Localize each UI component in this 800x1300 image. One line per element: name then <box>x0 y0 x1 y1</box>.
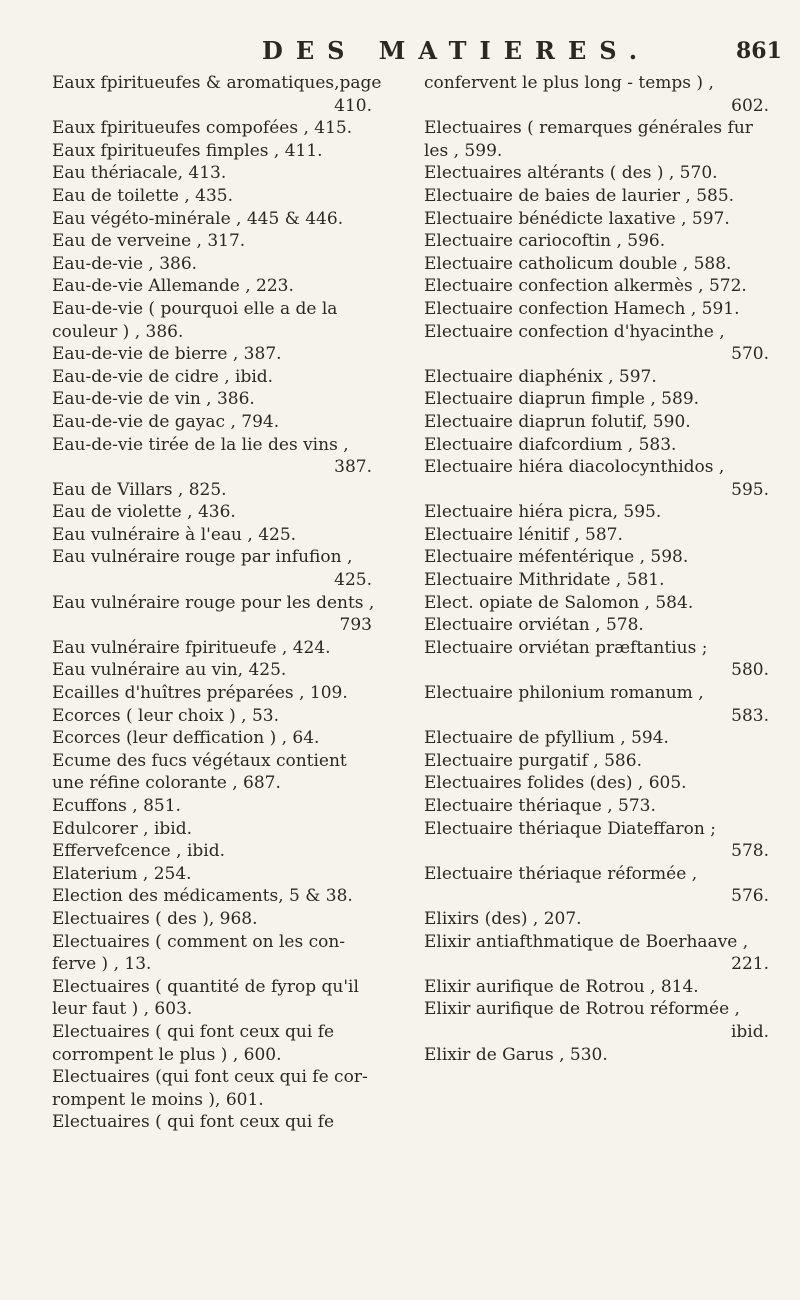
index-entry-line: Ecume des fucs végétaux contient <box>52 750 347 771</box>
index-column-left <box>52 72 382 1134</box>
index-entry-line: couleur ) , 386. <box>52 321 184 342</box>
index-entry-line: Electuaire hiéra picra, 595. <box>424 502 662 523</box>
index-entry-line: Electuaire Mithridate , 581. <box>424 570 665 591</box>
index-entry-line: Electuaire méfentérique , 598. <box>424 547 689 568</box>
index-entry-line: 595. <box>731 479 769 500</box>
index-entry-line: Effervefcence , ibid. <box>52 841 225 862</box>
index-entry-line: Electuaires ( qui font ceux qui fe <box>52 1112 335 1133</box>
index-entry-line: Eau de verveine , 317. <box>52 231 246 252</box>
index-entry-line: Electuaire diaprun folutif, 590. <box>424 411 691 432</box>
index-entry-line: Electuaire philonium romanum , <box>424 683 704 704</box>
index-entry-line: Elixirs (des) , 207. <box>424 908 582 929</box>
index-entry-line: Eau-de-vie de cidre , ibid. <box>52 366 274 387</box>
index-entry-line: Eaux fpiritueufes & aromatiques,page <box>52 73 382 93</box>
index-entry-line: Electuaire orviétan præftantius ; <box>424 637 708 658</box>
index-entry-line: les , 599. <box>424 140 503 161</box>
index-entry-line: leur faut ) , 603. <box>52 999 193 1020</box>
index-entry-line: Electuaires ( comment on les con- <box>52 931 346 952</box>
index-entry-line: Eau végéto-minérale , 445 & 446. <box>52 208 344 229</box>
index-entry-line: Electuaire confection alkermès , 572. <box>424 276 747 297</box>
index-entry-line: Ecorces ( leur choix ) , 53. <box>52 705 280 726</box>
index-entry-line: Electuaire hiéra diacolocynthidos , <box>424 457 725 478</box>
index-entry-line: 578. <box>731 841 769 862</box>
index-entry-line: une réfine colorante , 687. <box>52 773 281 794</box>
index-entry-line: Eau de Villars , 825. <box>52 479 227 500</box>
index-entry-line: Eau-de-vie ( pourquoi elle a de la <box>52 298 338 319</box>
index-entry-line: Election des médicaments, 5 & 38. <box>52 886 353 907</box>
index-entry-line: 583. <box>731 705 769 726</box>
index-entry-line: Ecorces (leur deffication ) , 64. <box>52 728 320 749</box>
index-entry-line: 793 <box>339 615 372 636</box>
index-entry-line: Elixir antiafthmatique de Boerhaave , <box>424 931 749 952</box>
index-entry-line: 602. <box>731 95 769 116</box>
index-entry-line: Elixir aurifique de Rotrou , 814. <box>424 976 699 997</box>
index-entry-line: Electuaire purgatif , 586. <box>424 750 642 771</box>
index-entry-line: Electuaire de baies de laurier , 585. <box>424 185 735 206</box>
index-entry-line: Electuaire thériaque réformée , <box>424 863 698 884</box>
index-entry-line: Electuaire thériaque Diateffaron ; <box>424 818 716 839</box>
index-entry-line: Electuaire diafcordium , 583. <box>424 434 677 455</box>
index-entry-line: Electuaire bénédicte laxative , 597. <box>424 208 730 229</box>
index-entry-line: 387. <box>334 457 372 478</box>
index-entry-line: Eau vulnéraire fpiritueufe , 424. <box>52 637 331 658</box>
index-entry-line: Electuaires altérants ( des ) , 570. <box>424 163 718 184</box>
index-entry-line: Eau-de-vie , 386. <box>52 253 198 274</box>
index-entry-line: Electuaires ( remarques générales fur <box>424 118 753 139</box>
index-entry-line: Electuaire diaprun fimple , 589. <box>424 389 700 410</box>
page-number: 861 <box>736 38 782 64</box>
index-column-right <box>424 72 769 1066</box>
index-entry-line: Eau vulnéraire rouge par infufion , <box>52 547 353 568</box>
index-entry-line: Electuaire confection Hamech , 591. <box>424 298 740 319</box>
index-entry-line: 425. <box>334 570 372 591</box>
index-entry-line: Eau-de-vie de gayac , 794. <box>52 411 280 432</box>
index-entry-line: Edulcorer , ibid. <box>52 818 193 839</box>
index-entry-line: Electuaires ( quantité de fyrop qu'il <box>52 976 359 997</box>
index-entry-line: ferve ) , 13. <box>52 954 152 975</box>
index-entry-line: rompent le moins ), 601. <box>52 1089 264 1110</box>
index-entry-line: Electuaire thériaque , 573. <box>424 796 656 816</box>
index-entry-line: 580. <box>731 660 769 681</box>
index-entry-line: Electuaire cariocoftin , 596. <box>424 231 666 252</box>
index-entry-line: Electuaire orviétan , 578. <box>424 615 644 636</box>
index-entry-line: Eau de violette , 436. <box>52 502 236 523</box>
index-entry-line: Eau vulnéraire à l'eau , 425. <box>52 524 297 545</box>
index-entry-line: Ecuffons , 851. <box>52 796 181 816</box>
index-entry-line: Ecailles d'huîtres préparées , 109. <box>52 683 348 704</box>
index-entry-line: Electuaire de pfyllium , 594. <box>424 728 669 749</box>
running-header <box>0 36 800 66</box>
index-entry-line: Electuaire lénitif , 587. <box>424 524 623 545</box>
index-entry-line: Elixir de Garus , 530. <box>424 1044 608 1065</box>
index-entry-line: 570. <box>731 344 769 365</box>
index-entry-line: 221. <box>731 954 769 975</box>
index-entry-line: Eau-de-vie de vin , 386. <box>52 389 255 410</box>
index-entry-line: confervent le plus long - temps ) , <box>424 73 714 93</box>
index-entry-line: 576. <box>731 886 769 907</box>
index-entry-line: Electuaire confection d'hyacinthe , <box>424 321 725 342</box>
index-entry-line: Electuaires folides (des) , 605. <box>424 773 687 794</box>
index-entry-line: Eau de toilette , 435. <box>52 185 234 206</box>
header-title: DES MATIERES. <box>262 36 651 65</box>
index-entry-line: Electuaire catholicum double , 588. <box>424 253 732 274</box>
index-entry-line: Electuaires ( des ), 968. <box>52 908 258 929</box>
index-entry-line: Eau-de-vie tirée de la lie des vins , <box>52 434 349 455</box>
index-entry-line: Elixir aurifique de Rotrou réformée , <box>424 999 740 1020</box>
index-entry-line: Eau-de-vie Allemande , 223. <box>52 276 294 297</box>
index-entry-line: Eaux fpiritueufes compofées , 415. <box>52 118 353 139</box>
index-entry-line: Elaterium , 254. <box>52 863 192 884</box>
index-entry-line: Eau-de-vie de bierre , 387. <box>52 344 282 365</box>
index-entry-line: corrompent le plus ) , 600. <box>52 1044 282 1065</box>
index-entry-line: 410. <box>334 95 372 116</box>
index-entry-line: Eau vulnéraire rouge pour les dents , <box>52 592 375 613</box>
index-entry-line: Eaux fpiritueufes fimples , 411. <box>52 140 323 161</box>
index-entry-line: Elect. opiate de Salomon , 584. <box>424 592 694 613</box>
index-entry-line: Electuaires ( qui font ceux qui fe <box>52 1021 335 1042</box>
index-entry-line: ibid. <box>730 1021 769 1042</box>
index-entry-line: Electuaires (qui font ceux qui fe cor- <box>52 1067 368 1088</box>
index-entry-line: Eau thériacale, 413. <box>52 163 227 184</box>
index-entry-line: Electuaire diaphénix , 597. <box>424 366 657 387</box>
index-entry-line: Eau vulnéraire au vin, 425. <box>52 660 287 681</box>
